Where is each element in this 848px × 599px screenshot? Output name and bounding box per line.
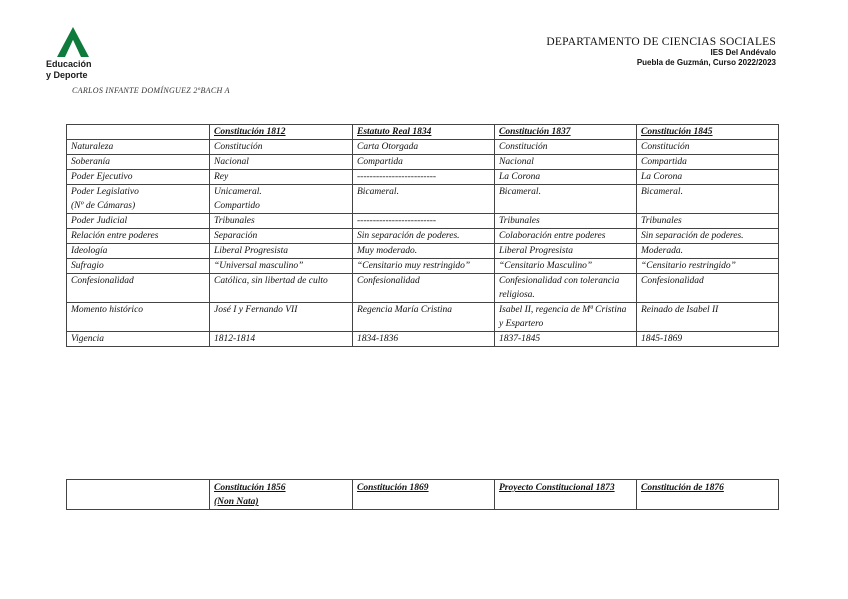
row-label: Naturaleza bbox=[67, 140, 210, 155]
table-cell: Compartida bbox=[637, 155, 779, 170]
table-cell: Sin separación de poderes. bbox=[637, 229, 779, 244]
table-cell: Liberal Progresista bbox=[210, 244, 353, 259]
table-header-row bbox=[67, 480, 779, 510]
table-cell: La Corona bbox=[637, 170, 779, 185]
table-cell: La Corona bbox=[495, 170, 637, 185]
department-header bbox=[546, 36, 776, 68]
table-cell: 1812-1814 bbox=[210, 332, 353, 347]
table-cell: Confesionalidad con tolerancia religiosa. bbox=[495, 274, 637, 303]
logo-text-line2: y Deporte bbox=[46, 70, 88, 80]
table1-header-cell-0 bbox=[67, 125, 210, 140]
table-cell: Nacional bbox=[210, 155, 353, 170]
table-cell: ------------------------- bbox=[353, 214, 495, 229]
table-cell: “Universal masculino” bbox=[210, 259, 353, 274]
table-cell: Constitución bbox=[210, 140, 353, 155]
logo-text-line1: Educación bbox=[46, 59, 92, 69]
table-cell: Rey bbox=[210, 170, 353, 185]
row-label: Confesionalidad bbox=[67, 274, 210, 303]
table-row bbox=[67, 274, 779, 303]
table-row bbox=[67, 170, 779, 185]
constitutions-table-1 bbox=[66, 124, 779, 347]
location-course: Puebla de Guzmán, Curso 2022/2023 bbox=[636, 58, 776, 67]
department-title: DEPARTAMENTO DE CIENCIAS SOCIALES bbox=[546, 36, 776, 48]
table-cell: Isabel II, regencia de Mª Cristina y Espartero bbox=[495, 303, 637, 332]
row-label: Poder Ejecutivo bbox=[67, 170, 210, 185]
table-row bbox=[67, 244, 779, 259]
table-cell: ------------------------- bbox=[353, 170, 495, 185]
table-cell: “Censitario restringido” bbox=[637, 259, 779, 274]
table2-header-cell-0 bbox=[67, 480, 210, 510]
table-cell: Tribunales bbox=[637, 214, 779, 229]
table-cell: Confesionalidad bbox=[353, 274, 495, 303]
table2-header-cell-4: Constitución de 1876 bbox=[637, 480, 779, 510]
table-header-row bbox=[67, 125, 779, 140]
table-cell: Bicameral. bbox=[495, 185, 637, 214]
table-cell: Carta Otorgada bbox=[353, 140, 495, 155]
table-cell: Moderada. bbox=[637, 244, 779, 259]
junta-logo bbox=[46, 26, 106, 80]
row-label: Soberanía bbox=[67, 155, 210, 170]
junta-a-logo-icon bbox=[54, 26, 92, 58]
table-cell: Nacional bbox=[495, 155, 637, 170]
table-cell: Bicameral. bbox=[637, 185, 779, 214]
table-cell: 1834-1836 bbox=[353, 332, 495, 347]
table-cell: Constitución bbox=[495, 140, 637, 155]
row-label: Sufragio bbox=[67, 259, 210, 274]
table-cell: Constitución bbox=[637, 140, 779, 155]
table-cell: Colaboración entre poderes bbox=[495, 229, 637, 244]
table-row bbox=[67, 185, 779, 214]
table-cell: Católica, sin libertad de culto bbox=[210, 274, 353, 303]
row-label: Ideología bbox=[67, 244, 210, 259]
table-cell: Tribunales bbox=[495, 214, 637, 229]
table-cell: Separación bbox=[210, 229, 353, 244]
table-cell: Liberal Progresista bbox=[495, 244, 637, 259]
table-cell: 1845-1869 bbox=[637, 332, 779, 347]
table-cell: “Censitario Masculino” bbox=[495, 259, 637, 274]
row-label: Poder Legislativo (Nº de Cámaras) bbox=[67, 185, 210, 214]
row-label: Vigencia bbox=[67, 332, 210, 347]
table-row bbox=[67, 303, 779, 332]
table1-header-cell-2: Estatuto Real 1834 bbox=[353, 125, 495, 140]
table-cell: Tribunales bbox=[210, 214, 353, 229]
table-cell: “Censitario muy restringido” bbox=[353, 259, 495, 274]
table-cell: Bicameral. bbox=[353, 185, 495, 214]
table-cell: Compartida bbox=[353, 155, 495, 170]
table2-header-cell-1: Constitución 1856 (Non Nata) bbox=[210, 480, 353, 510]
table-cell: 1837-1845 bbox=[495, 332, 637, 347]
table-row bbox=[67, 155, 779, 170]
table2-header-cell-2: Constitución 1869 bbox=[353, 480, 495, 510]
table-cell: Muy moderado. bbox=[353, 244, 495, 259]
table-cell: Sin separación de poderes. bbox=[353, 229, 495, 244]
school-name: IES Del Andévalo bbox=[710, 48, 776, 57]
table-row bbox=[67, 140, 779, 155]
table-row bbox=[67, 332, 779, 347]
table1-header-cell-4: Constitución 1845 bbox=[637, 125, 779, 140]
table1-header-cell-1: Constitución 1812 bbox=[210, 125, 353, 140]
row-label: Momento histórico bbox=[67, 303, 210, 332]
row-label: Poder Judicial bbox=[67, 214, 210, 229]
table-cell: Unicameral. Compartido bbox=[210, 185, 353, 214]
table-cell: Reinado de Isabel II bbox=[637, 303, 779, 332]
table-cell: Regencia María Cristina bbox=[353, 303, 495, 332]
table2-header-cell-3: Proyecto Constitucional 1873 bbox=[495, 480, 637, 510]
author-name: CARLOS INFANTE DOMÍNGUEZ 2ºBACH A bbox=[72, 86, 230, 95]
table-row bbox=[67, 259, 779, 274]
table-cell: José I y Fernando VII bbox=[210, 303, 353, 332]
table-row bbox=[67, 229, 779, 244]
row-label: Relación entre poderes bbox=[67, 229, 210, 244]
table1-header-cell-3: Constitución 1837 bbox=[495, 125, 637, 140]
table-row bbox=[67, 214, 779, 229]
constitutions-table-2 bbox=[66, 479, 779, 510]
table-cell: Confesionalidad bbox=[637, 274, 779, 303]
